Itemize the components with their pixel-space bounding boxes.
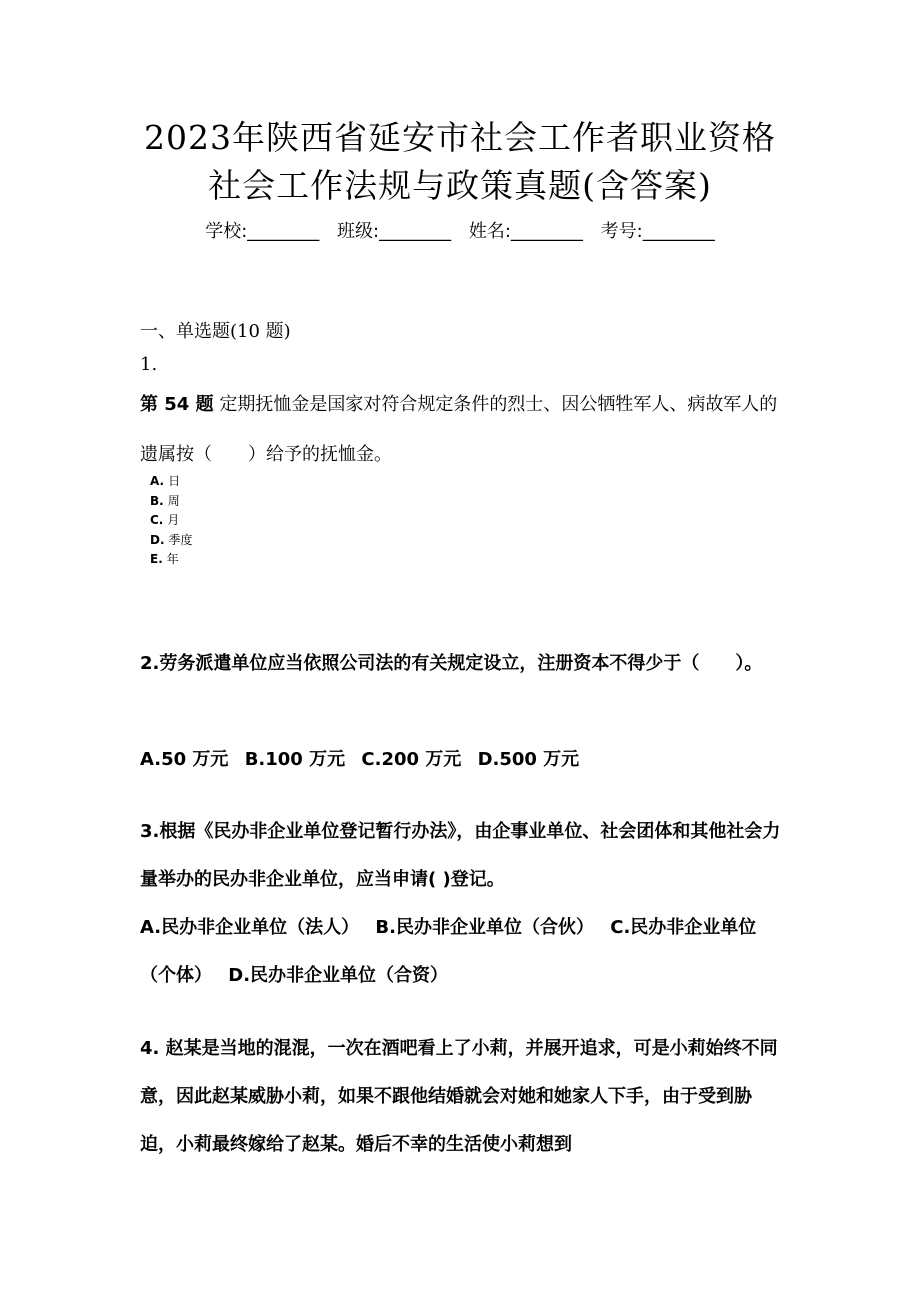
- q3-option-a: A.民办非企业单位（法人）: [140, 917, 360, 938]
- option-text: 日: [168, 474, 181, 488]
- question-3-options: [140, 904, 785, 1000]
- question-1-text: 定期抚恤金是国家对符合规定条件的烈士、因公牺牲军人、病故军人的遗属按（ ）给予的抚恤金。: [140, 394, 778, 465]
- question-1-number: 1.: [140, 354, 158, 375]
- question-2-text: 2.劳务派遣单位应当依照公司法的有关规定设立，注册资本不得少于（ ）。: [140, 653, 763, 674]
- option-letter: B.: [150, 493, 164, 508]
- option-text: 年: [166, 552, 179, 566]
- question-2-options: [140, 736, 785, 784]
- option-letter: A.: [150, 474, 165, 488]
- option-letter: D.: [150, 532, 165, 547]
- option-letter: C.: [150, 513, 164, 527]
- option-b: [150, 492, 193, 512]
- class-field: 班级:________: [337, 221, 452, 242]
- exam-number-field: 考号:________: [600, 221, 715, 242]
- q2-option-a: A.50 万元: [140, 749, 229, 770]
- option-text: 周: [167, 493, 180, 508]
- school-field: 学校:________: [205, 221, 320, 242]
- option-letter: E.: [150, 552, 163, 566]
- question-1: [140, 380, 785, 480]
- q2-option-b: B.100 万元: [244, 749, 346, 770]
- option-c: [150, 511, 193, 531]
- option-text: 月: [167, 513, 180, 527]
- question-3-text: 3.根据《民办非企业单位登记暂行办法》，由企事业单位、社会团体和其他社会力量举办的民办非企业单位，应当申请( )登记。: [140, 821, 781, 890]
- q2-option-d: D.500 万元: [477, 749, 580, 770]
- question-4-text: 4. 赵某是当地的混混，一次在酒吧看上了小莉，并展开追求，可是小莉始终不同意，因此赵某威胁小莉，如果不跟他结婚就会对她和她家人下手，由于受到胁迫，小莉最终嫁给了赵某。婚后不幸的生活使小莉想到: [140, 1038, 778, 1155]
- option-a: [150, 472, 193, 492]
- question-1-options: [150, 472, 193, 570]
- q3-option-c: C.民办非企业单位（个体）: [140, 917, 757, 986]
- option-text: 季度: [168, 532, 193, 547]
- section-heading: 一、单选题(10 题): [140, 321, 291, 342]
- name-field: 姓名:________: [468, 221, 583, 242]
- page-title-line-2: 社会工作法规与政策真题(含答案): [208, 166, 712, 205]
- q3-option-b: B.民办非企业单位（合伙）: [375, 917, 594, 938]
- question-1-prefix: 第 54 题: [140, 394, 214, 415]
- option-e: [150, 550, 193, 570]
- student-info-row: [0, 220, 920, 244]
- page-title-line-1: 2023年陕西省延安市社会工作者职业资格: [144, 118, 776, 157]
- q2-option-c: C.200 万元: [361, 749, 462, 770]
- option-d: [150, 531, 193, 551]
- q3-option-d: D.民办非企业单位（合资）: [228, 965, 449, 986]
